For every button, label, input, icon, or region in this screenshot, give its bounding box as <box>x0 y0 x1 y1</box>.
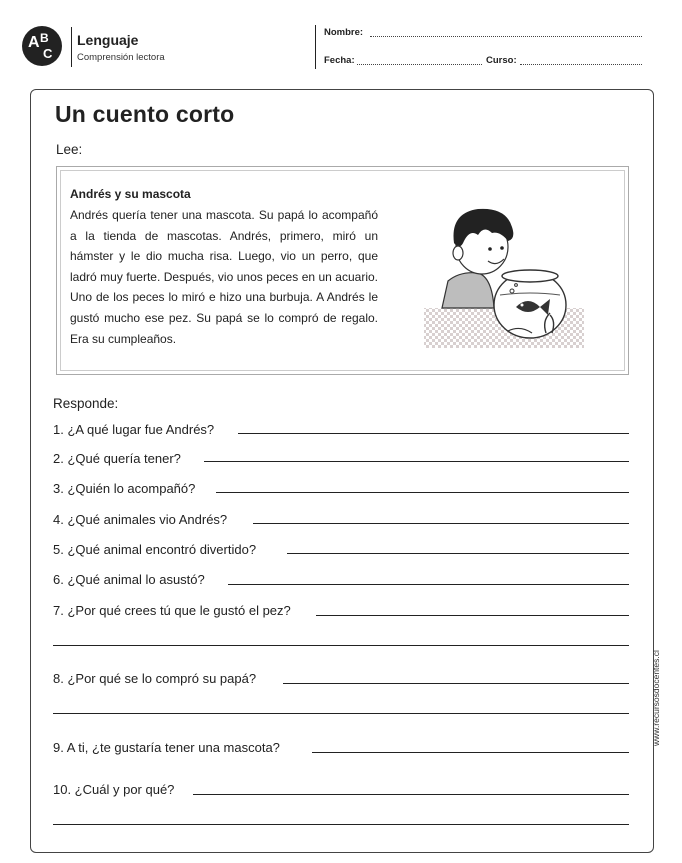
abc-logo <box>21 25 63 67</box>
subject-title: Lenguaje <box>77 32 139 48</box>
question-10: 10. ¿Cuál y por qué? <box>53 782 175 797</box>
question-4: 4. ¿Qué animales vio Andrés? <box>53 512 228 527</box>
answer-line-7b[interactable] <box>53 645 629 646</box>
answer-line-2[interactable] <box>204 461 629 462</box>
page-title: Un cuento corto <box>55 101 235 127</box>
answer-line-5[interactable] <box>287 553 629 554</box>
question-2: 2. ¿Qué quería tener? <box>53 451 181 466</box>
question-1: 1. ¿A qué lugar fue Andrés? <box>53 422 215 437</box>
logo-letter-b: B <box>40 31 49 45</box>
answer-line-9[interactable] <box>312 752 629 753</box>
header-divider-2 <box>315 25 316 69</box>
answer-line-6[interactable] <box>228 584 629 585</box>
responde-label: Responde: <box>53 396 119 411</box>
answer-line-3[interactable] <box>216 492 629 493</box>
nombre-label: Nombre: <box>324 27 364 38</box>
question-6: 6. ¿Qué animal lo asustó? <box>53 572 205 587</box>
website-credit: www.recursosdocentes.cl <box>651 650 661 746</box>
question-7: 7. ¿Por qué crees tú que le gustó el pez? <box>53 603 291 618</box>
story-text: Andrés quería tener una mascota. Su papá lo acompañó a la tienda de mascotas. Andrés, primero, miró un hámster y le dio mucha risa. Luego, vio un perro, que ladró muy fuerte. Después, vio unos peces en un acuario. Uno de los peces lo miró e hizo una burbuja. A Andrés le gustó mucho ese pez. Su papá se lo compró de regalo. Era su cumpleaños. <box>70 208 378 346</box>
answer-line-1[interactable] <box>238 433 629 434</box>
question-9: 9. A ti, ¿te gustaría tener una mascota? <box>53 740 280 755</box>
answer-line-7a[interactable] <box>316 615 629 616</box>
nombre-field[interactable] <box>370 36 642 37</box>
answer-line-8a[interactable] <box>283 683 629 684</box>
story-title: Andrés y su mascota <box>70 187 191 201</box>
instruction-label: Lee: <box>56 142 83 157</box>
fecha-label: Fecha: <box>324 55 355 66</box>
logo-letter-a: A <box>28 34 40 51</box>
answer-line-8b[interactable] <box>53 713 629 714</box>
fecha-field[interactable] <box>357 64 482 65</box>
curso-label: Curso: <box>486 55 517 66</box>
boy-ear <box>453 246 463 260</box>
boy-with-fishbowl-illustration <box>420 195 585 350</box>
curso-field[interactable] <box>520 64 642 65</box>
question-5: 5. ¿Qué animal encontró divertido? <box>53 542 257 557</box>
subject-subtitle: Comprensión lectora <box>77 52 165 63</box>
header-divider <box>71 27 72 67</box>
answer-line-10a[interactable] <box>193 794 629 795</box>
question-8: 8. ¿Por qué se lo compró su papá? <box>53 671 257 686</box>
question-3: 3. ¿Quién lo acompañó? <box>53 481 196 496</box>
answer-line-10b[interactable] <box>53 824 629 825</box>
logo-letter-c: C <box>43 46 53 61</box>
boy-body <box>442 273 494 308</box>
answer-line-4[interactable] <box>253 523 629 524</box>
